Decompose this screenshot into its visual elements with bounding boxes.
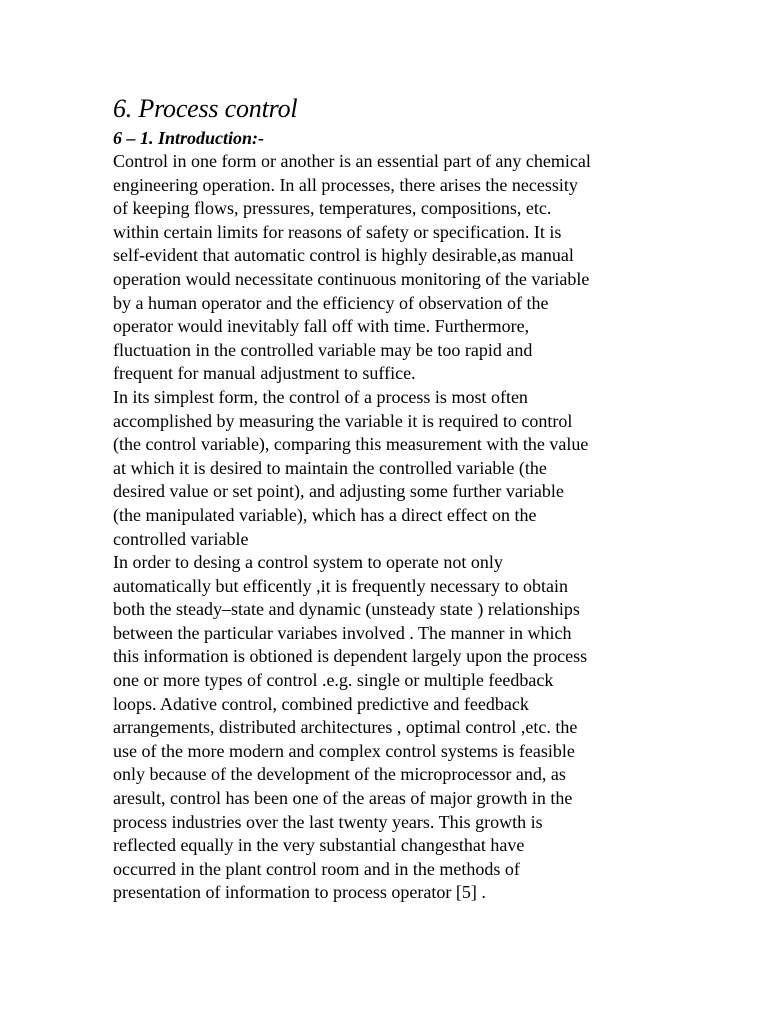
text-line: (the control variable), comparing this measurement with the value xyxy=(113,434,589,455)
text-line: by a human operator and the efficiency of observation of the xyxy=(113,292,549,313)
text-line: fluctuation in the controlled variable may be too rapid and xyxy=(113,339,533,360)
text-line: only because of the development of the microprocessor and, as xyxy=(113,764,566,785)
text-line: process industries over the last twenty years. This growth is xyxy=(113,811,543,832)
text-line: operator would inevitably fall off with time. Furthermore, xyxy=(113,316,530,337)
document-page xyxy=(113,92,653,905)
text-line: In its simplest form, the control of a process is most often xyxy=(113,386,528,407)
text-line: automatically but efficently ,it is frequently necessary to obtain xyxy=(113,575,569,596)
text-line: between the particular variabes involved . The manner in which xyxy=(113,622,572,643)
text-line: reflected equally in the very substantial changesthat have xyxy=(113,835,525,856)
text-line: use of the more modern and complex control systems is feasible xyxy=(113,740,575,761)
paragraph-simplest-form xyxy=(113,386,653,551)
text-line: self-evident that automatic control is highly desirable,as manual xyxy=(113,245,574,266)
text-line: loops. Adative control, combined predictive and feedback xyxy=(113,693,529,714)
text-line: In order to desing a control system to operate not only xyxy=(113,552,503,573)
text-line: engineering operation. In all processes, there arises the necessity xyxy=(113,174,578,195)
text-line: within certain limits for reasons of safety or specification. It is xyxy=(113,221,562,242)
text-line: this information is obtioned is dependent largely upon the process xyxy=(113,646,588,667)
text-line: desired value or set point), and adjusting some further variable xyxy=(113,481,564,502)
text-line: accomplished by measuring the variable it is required to control xyxy=(113,410,573,431)
text-line: of keeping flows, pressures, temperatures, compositions, etc. xyxy=(113,198,552,219)
text-line: controlled variable xyxy=(113,528,249,549)
text-line: operation would necessitate continuous monitoring of the variable xyxy=(113,268,590,289)
text-line: aresult, control has been one of the areas of major growth in the xyxy=(113,788,573,809)
text-line: Control in one form or another is an essential part of any chemical xyxy=(113,151,591,171)
text-line: frequent for manual adjustment to suffice. xyxy=(113,363,416,384)
text-line: presentation of information to process operator [5] . xyxy=(113,882,486,903)
text-line: (the manipulated variable), which has a direct effect on the xyxy=(113,504,537,525)
text-line: occurred in the plant control room and in the methods of xyxy=(113,858,520,879)
text-line: arrangements, distributed architectures , optimal control ,etc. the xyxy=(113,717,578,738)
paragraph-control-design xyxy=(113,551,653,905)
text-line: at which it is desired to maintain the controlled variable (the xyxy=(113,457,547,478)
text-line: one or more types of control .e.g. single or multiple feedback xyxy=(113,670,554,691)
section-heading: 6 – 1. Introduction:- xyxy=(113,128,265,148)
chapter-title: 6. Process control xyxy=(113,94,298,123)
text-line: both the steady–state and dynamic (unsteady state ) relationships xyxy=(113,599,580,620)
paragraph-intro xyxy=(113,150,653,386)
